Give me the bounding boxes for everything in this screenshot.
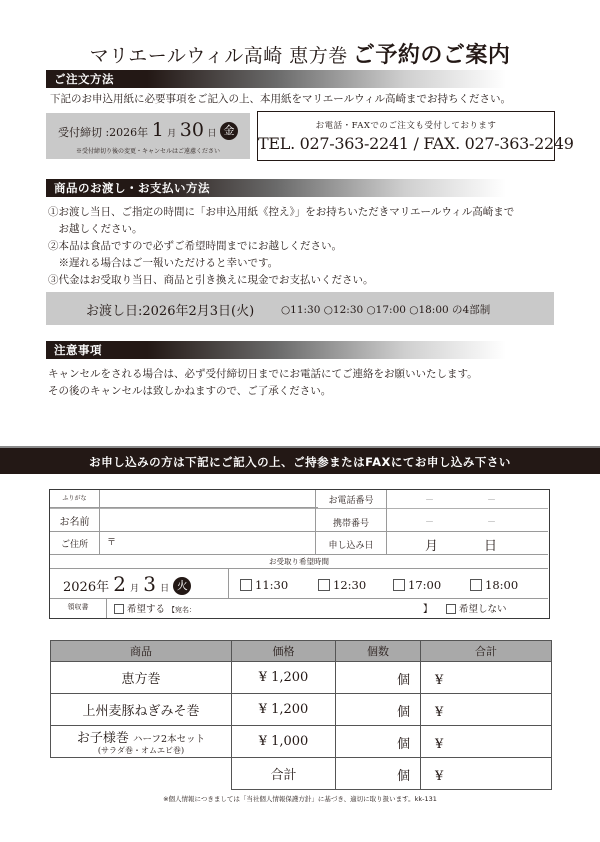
product-name-suffix: ハーフ2本セット: [133, 734, 206, 745]
section-heading: ご注文方法: [54, 72, 114, 86]
month-unit: 月: [425, 539, 439, 554]
list-item: ③代金はお受取り当日、商品と引き換えに現金でお支払いください。: [48, 274, 374, 286]
deadline-month: 1: [151, 119, 164, 141]
product-name-sub: (サラダ巻・オムエビ巻): [97, 746, 185, 755]
deadline-label: 受付締切 :2026年: [57, 126, 149, 139]
pickup-day-unit: 日: [160, 584, 170, 594]
table-header-row: [51, 641, 552, 662]
table-total-row: [51, 758, 552, 790]
mobile-label: 携帯番号: [332, 519, 369, 529]
unit-label: 個: [396, 705, 410, 720]
time-option-1800[interactable]: [470, 578, 518, 592]
receipt-no-option[interactable]: [446, 601, 507, 615]
time-label: 12:30: [333, 578, 367, 592]
name-label: お名前: [59, 517, 90, 528]
notes-text: [48, 366, 478, 400]
pickup-day: 3: [143, 572, 156, 596]
deadline-day: 30: [179, 119, 204, 141]
checkbox[interactable]: [393, 579, 405, 591]
list-item: ※遅れる場合はご一報いただけると幸いです。: [48, 257, 279, 269]
product-name-main: お子様巻: [76, 731, 129, 746]
list-item: ②本品は食品ですので必ずご希望時間までにお越しください。: [48, 240, 342, 252]
unit-label: 個: [396, 769, 410, 784]
weekday-badge: 火: [173, 577, 191, 595]
product-price: ¥ 1,200: [232, 662, 336, 694]
unit-label: 個: [396, 673, 410, 688]
time-option-1230[interactable]: [318, 578, 366, 592]
delivery-date: お渡し日:2026年2月3日(火): [86, 304, 255, 319]
dash: －: [487, 496, 497, 506]
addressee-input[interactable]: [220, 600, 420, 616]
quantity-input[interactable]: [336, 726, 421, 758]
checkbox[interactable]: [114, 604, 124, 614]
privacy-footer: ※個人情報につきましては「当社個人情報保護方針」に基づき、適切に取り扱います。kk-131: [163, 795, 437, 803]
product-table: [50, 640, 552, 790]
section-header-order-method: [46, 70, 506, 88]
furigana-label: ふりがな: [62, 495, 87, 502]
table-row: [51, 694, 552, 726]
deadline-date: [46, 119, 250, 141]
checkbox[interactable]: [240, 579, 252, 591]
apply-banner-text: お申し込みの方は下記にご記入の上、ご持参またはFAXにてお申し込み下さい: [89, 455, 511, 469]
yen-label: ¥: [435, 769, 444, 784]
application-form: [49, 489, 550, 619]
product-name: [51, 726, 232, 758]
delivery-payment-list: [48, 204, 514, 289]
line-total-input[interactable]: [421, 694, 552, 726]
postal-mark: 〒: [107, 538, 117, 548]
section-header-notes: [46, 341, 506, 359]
unit-label: 個: [396, 737, 410, 752]
table-row: [51, 726, 552, 758]
pickup-date: [63, 572, 191, 596]
column-header-total: 合計: [421, 641, 552, 662]
checkbox[interactable]: [470, 579, 482, 591]
line-total-input[interactable]: [421, 662, 552, 694]
quantity-input[interactable]: [336, 662, 421, 694]
yen-label: ¥: [435, 705, 444, 720]
phone-input[interactable]: [387, 490, 548, 507]
dash: －: [425, 518, 435, 528]
receipt-label: 領収書: [67, 603, 89, 611]
checkbox[interactable]: [318, 579, 330, 591]
pickup-month: 2: [113, 572, 126, 596]
deadline-note: ※受付締切り後の変更・キャンセルはご遠慮ください: [75, 148, 220, 155]
receipt-no-label: 希望しない: [459, 604, 507, 615]
furigana-input[interactable]: [100, 490, 315, 507]
section-heading: 注意事項: [54, 343, 102, 357]
pickup-time-heading: お受取り希望時間: [269, 557, 329, 566]
time-label: 17:00: [408, 578, 442, 592]
delivery-date-box: [46, 292, 554, 325]
list-item: ①お渡し当日、ご指定の時間に「お申込用紙《控え》」をお持ちいただきマリエールウィル高崎まで: [48, 206, 515, 218]
product-name: 恵方巻: [51, 662, 232, 694]
name-input[interactable]: [100, 509, 315, 531]
page-title-emphasis: ご予約のご案内: [352, 42, 511, 68]
address-input[interactable]: [120, 532, 315, 554]
section-header-delivery-payment: [46, 179, 506, 197]
mobile-input[interactable]: [387, 509, 548, 531]
day-unit: 日: [484, 539, 498, 554]
list-item: お越しください。: [48, 223, 143, 235]
deadline-month-unit: 月: [167, 129, 177, 139]
product-name: 上州麦豚ねぎみそ巻: [51, 694, 232, 726]
note-line: キャンセルをされる場合は、必ず受付締切日までにお電話にてご連絡をお願いいたします。: [48, 368, 478, 380]
receipt-yes-label: 希望する: [127, 604, 166, 615]
checkbox[interactable]: [446, 604, 456, 614]
application-date-label: 申し込み日: [328, 541, 374, 551]
total-label: 合計: [232, 758, 336, 790]
address-label: ご住所: [60, 540, 88, 550]
quantity-input[interactable]: [336, 694, 421, 726]
delivery-times: ○11:30 ○12:30 ○17:00 ○18:00 の4部制: [281, 304, 491, 316]
pickup-year: 2026年: [63, 580, 110, 595]
addressee-bracket-close: 】: [423, 604, 433, 615]
line-total-input[interactable]: [421, 726, 552, 758]
time-option-1130[interactable]: [240, 578, 288, 592]
deadline-day-unit: 日: [207, 129, 217, 139]
page-title-main: マリエールウィル高崎 恵方巻: [89, 45, 348, 67]
yen-label: ¥: [435, 673, 444, 688]
column-header-quantity: 個数: [336, 641, 421, 662]
deadline-box: [46, 113, 250, 159]
grand-total-input[interactable]: [421, 758, 552, 790]
order-method-text: 下記のお申込用紙に必要事項をご記入の上、本用紙をマリエールウィル高崎までお持ちください。: [50, 93, 511, 105]
time-option-1700[interactable]: [393, 578, 441, 592]
note-line: その後のキャンセルは致しかねますので、ご了承ください。: [48, 385, 332, 397]
addressee-label: 【宛名：: [168, 606, 197, 614]
time-label: 11:30: [255, 578, 289, 592]
yen-label: ¥: [435, 737, 444, 752]
empty-cell: [51, 758, 232, 790]
time-label: 18:00: [485, 578, 519, 592]
column-header-price: 価格: [232, 641, 336, 662]
dash: －: [425, 496, 435, 506]
pickup-month-unit: 月: [130, 584, 140, 594]
apply-banner: [0, 446, 600, 474]
column-header-product: 商品: [51, 641, 232, 662]
table-row: [51, 662, 552, 694]
product-price: ¥ 1,000: [232, 726, 336, 758]
contact-phone-fax: TEL. 027-363-2241 / FAX. 027-363-2249: [258, 134, 574, 153]
total-quantity-input[interactable]: [336, 758, 421, 790]
contact-note: お電話・FAXでのご注文も受付しております: [315, 121, 497, 131]
receipt-yes-option[interactable]: [114, 601, 196, 615]
section-heading: 商品のお渡し・お支払い方法: [54, 181, 210, 195]
product-price: ¥ 1,200: [232, 694, 336, 726]
contact-box: [257, 111, 574, 161]
dash: －: [487, 518, 497, 528]
weekday-badge: 金: [220, 122, 238, 140]
application-date-input[interactable]: [387, 532, 548, 554]
phone-label: お電話番号: [328, 496, 374, 506]
page-title: [0, 38, 600, 69]
